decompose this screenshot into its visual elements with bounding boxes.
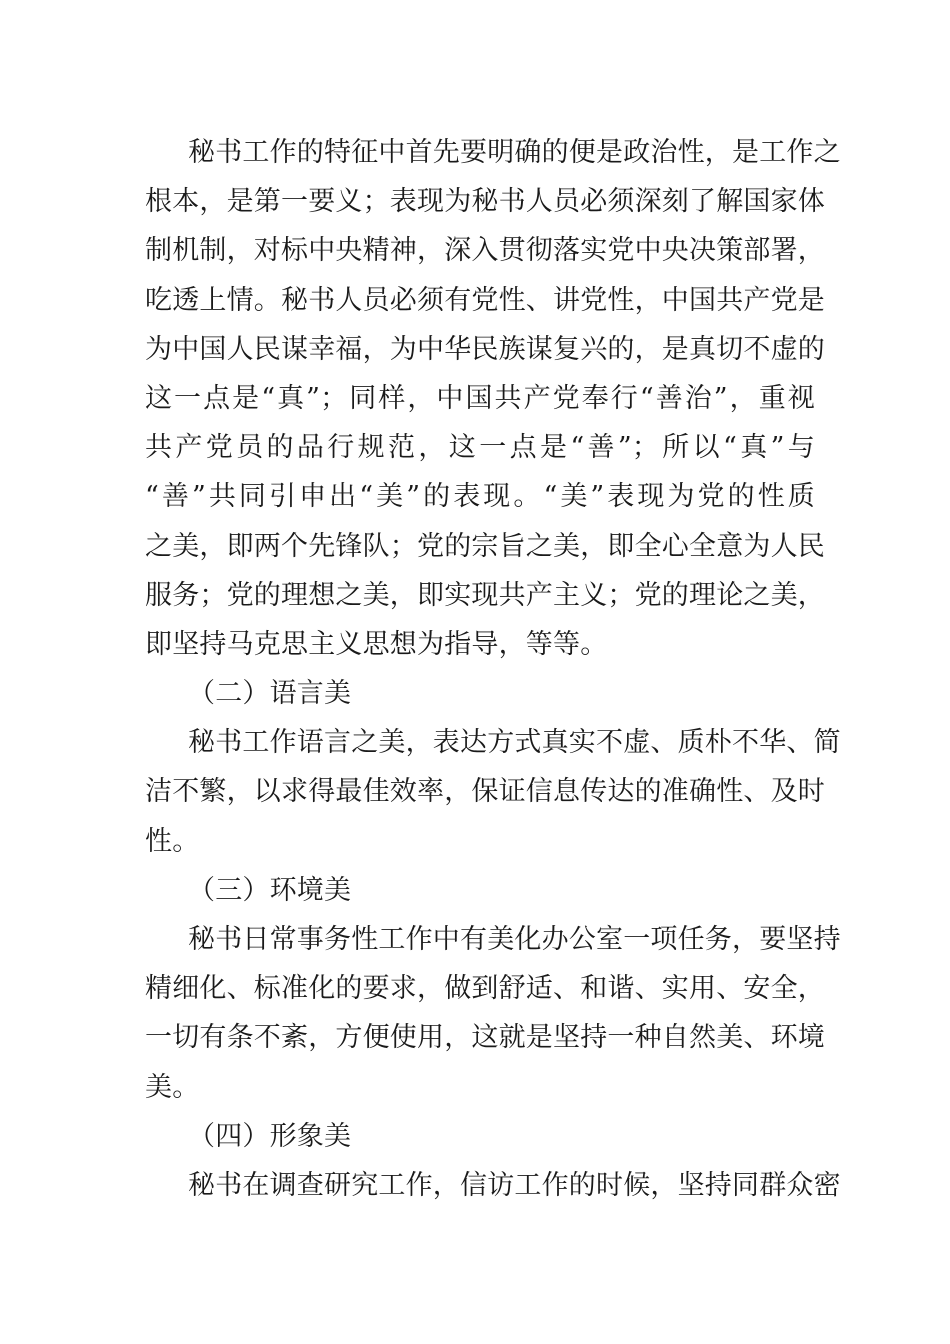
- text-line: 秘书日常事务性工作中有美化办公室一项任务，要坚持: [188, 924, 841, 955]
- text-line: 秘书工作的特征中首先要明确的便是政治性，是工作之: [188, 137, 841, 168]
- text-line: 一切有条不紊，方便使用，这就是坚持一种自然美、环境: [145, 1022, 825, 1054]
- text-line: 秘书在调查研究工作，信访工作的时候，坚持同群众密: [188, 1169, 841, 1201]
- text-line: “善”共同引申出“美”的表现。“美”表现为党的性质: [145, 481, 815, 513]
- section-heading-language: （二）语言美: [188, 678, 352, 710]
- text-line: 性。: [145, 825, 200, 857]
- text-line: 为中国人民谋幸福，为中华民族谋复兴的，是真切不虚的: [145, 333, 825, 365]
- text-line: 制机制，对标中央精神，深入贯彻落实党中央决策部署，: [145, 235, 825, 267]
- text-line: 服务；党的理想之美，即实现共产主义；党的理论之美，: [145, 579, 825, 611]
- text-line: 吃透上情。秘书人员必须有党性、讲党性，中国共产党是: [145, 284, 825, 316]
- text-line: 秘书工作语言之美，表达方式真实不虚、质朴不华、简: [188, 727, 841, 759]
- text-line: 精细化、标准化的要求，做到舒适、和谐、实用、安全，: [145, 973, 825, 1005]
- text-line: 根本，是第一要义；表现为秘书人员必须深刻了解国家体: [145, 186, 825, 218]
- section-heading-image: （四）形象美: [188, 1120, 352, 1152]
- document-body: [145, 128, 841, 1210]
- text-line: 之美，即两个先锋队；党的宗旨之美，即全心全意为人民: [145, 530, 825, 562]
- text-line: 洁不繁，以求得最佳效率，保证信息传达的准确性、及时: [145, 776, 825, 808]
- text-line: 这一点是“真”；同样，中国共产党奉行“善治”，重视: [145, 382, 815, 414]
- text-line: 即坚持马克思主义思想为指导，等等。: [145, 628, 608, 660]
- text-line: 共产党员的品行规范，这一点是“善”；所以“真”与: [145, 432, 815, 464]
- text-line: 美。: [145, 1071, 200, 1103]
- section-heading-environment: （三）环境美: [188, 874, 352, 906]
